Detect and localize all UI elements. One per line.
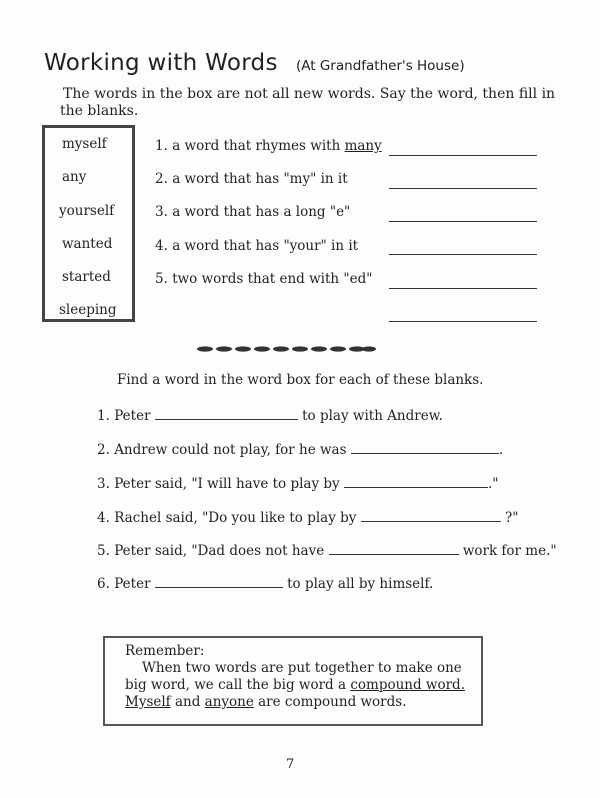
word-box-item: wanted — [62, 236, 113, 252]
word-box — [42, 125, 135, 322]
sentence-1 — [97, 405, 443, 424]
answer-line-1[interactable] — [389, 155, 537, 156]
sentence-blank[interactable] — [361, 507, 501, 522]
word-box-item: sleeping — [59, 302, 117, 318]
sentence-before: Andrew could not play, for he was — [114, 442, 347, 458]
sentence-blank[interactable] — [155, 405, 298, 420]
sentence-6 — [97, 573, 433, 592]
intro-line-1: The words in the box are not all new words. Say the word, then fill in — [63, 86, 556, 102]
question-number: 4. — [155, 238, 168, 254]
sentence-2 — [97, 439, 503, 458]
question-number: 3. — [155, 204, 168, 220]
sentence-after: to play all by himself. — [287, 576, 434, 592]
question-1 — [155, 138, 382, 154]
remember-underlined: Myself — [125, 694, 171, 710]
question-text: a word that rhymes with — [172, 138, 345, 154]
sentence-before: Rachel said, "Do you like to play by — [114, 510, 357, 526]
sentence-number: 6. — [97, 576, 110, 592]
sentence-blank[interactable] — [329, 540, 459, 555]
remember-text: big word, we call the big word a — [125, 677, 351, 693]
find-instruction: Find a word in the word box for each of these blanks. — [117, 372, 484, 388]
question-text: a word that has a long "e" — [172, 204, 351, 220]
intro-line-2: the blanks. — [60, 103, 139, 119]
sentence-after: ." — [487, 476, 499, 492]
question-4 — [155, 238, 358, 254]
sentence-after: to play with Andrew. — [302, 408, 443, 424]
intro-text — [60, 86, 560, 120]
remember-heading: Remember: — [125, 643, 205, 659]
sentence-number: 5. — [97, 543, 110, 559]
answer-line-3[interactable] — [389, 221, 537, 222]
sentence-number: 3. — [97, 476, 110, 492]
page-title: Working with Words — [44, 50, 278, 76]
answer-line-5b[interactable] — [389, 321, 537, 322]
remember-line-4 — [125, 694, 407, 710]
question-underlined-word: many — [344, 138, 382, 154]
sentence-blank[interactable] — [344, 473, 488, 488]
sentence-number: 1. — [97, 408, 110, 424]
answer-line-4[interactable] — [389, 254, 537, 255]
remember-text: are compound words. — [253, 694, 407, 710]
question-number: 2. — [155, 171, 168, 187]
sentence-3 — [97, 473, 498, 492]
sentence-number: 4. — [97, 510, 110, 526]
sentence-blank[interactable] — [155, 573, 283, 588]
sentence-before: Peter — [114, 576, 151, 592]
question-3 — [155, 204, 350, 220]
question-number: 5. — [155, 271, 168, 287]
sentence-after: ?" — [505, 510, 519, 526]
question-text: a word that has "your" in it — [172, 238, 359, 254]
question-text: a word that has "my" in it — [172, 171, 348, 187]
question-5 — [155, 271, 372, 287]
question-2 — [155, 171, 348, 187]
word-box-item: yourself — [59, 203, 115, 219]
sentence-before: Peter said, "Dad does not have — [114, 543, 325, 559]
answer-line-2[interactable] — [389, 188, 537, 189]
remember-line-3 — [125, 677, 465, 693]
word-box-item: myself — [62, 136, 107, 152]
sentence-before: Peter — [114, 408, 151, 424]
question-text: two words that end with "ed" — [172, 271, 373, 287]
sentence-5 — [97, 540, 557, 559]
dash-divider — [197, 343, 377, 355]
remember-underlined: compound word. — [350, 677, 465, 693]
page-number: 7 — [286, 757, 295, 772]
sentence-blank[interactable] — [351, 439, 499, 454]
sentence-before: Peter said, "I will have to play by — [114, 476, 340, 492]
answer-line-5a[interactable] — [389, 288, 537, 289]
sentence-4 — [97, 507, 518, 526]
sentence-number: 2. — [97, 442, 110, 458]
remember-line-2: When two words are put together to make one — [142, 660, 462, 676]
sentence-after: work for me." — [462, 543, 557, 559]
remember-text: and — [170, 694, 205, 710]
page-subtitle: (At Grandfather's House) — [296, 58, 465, 74]
word-box-item: started — [62, 269, 111, 285]
sentence-after: . — [498, 442, 504, 458]
question-number: 1. — [155, 138, 168, 154]
word-box-item: any — [62, 169, 87, 185]
remember-underlined: anyone — [204, 694, 254, 710]
